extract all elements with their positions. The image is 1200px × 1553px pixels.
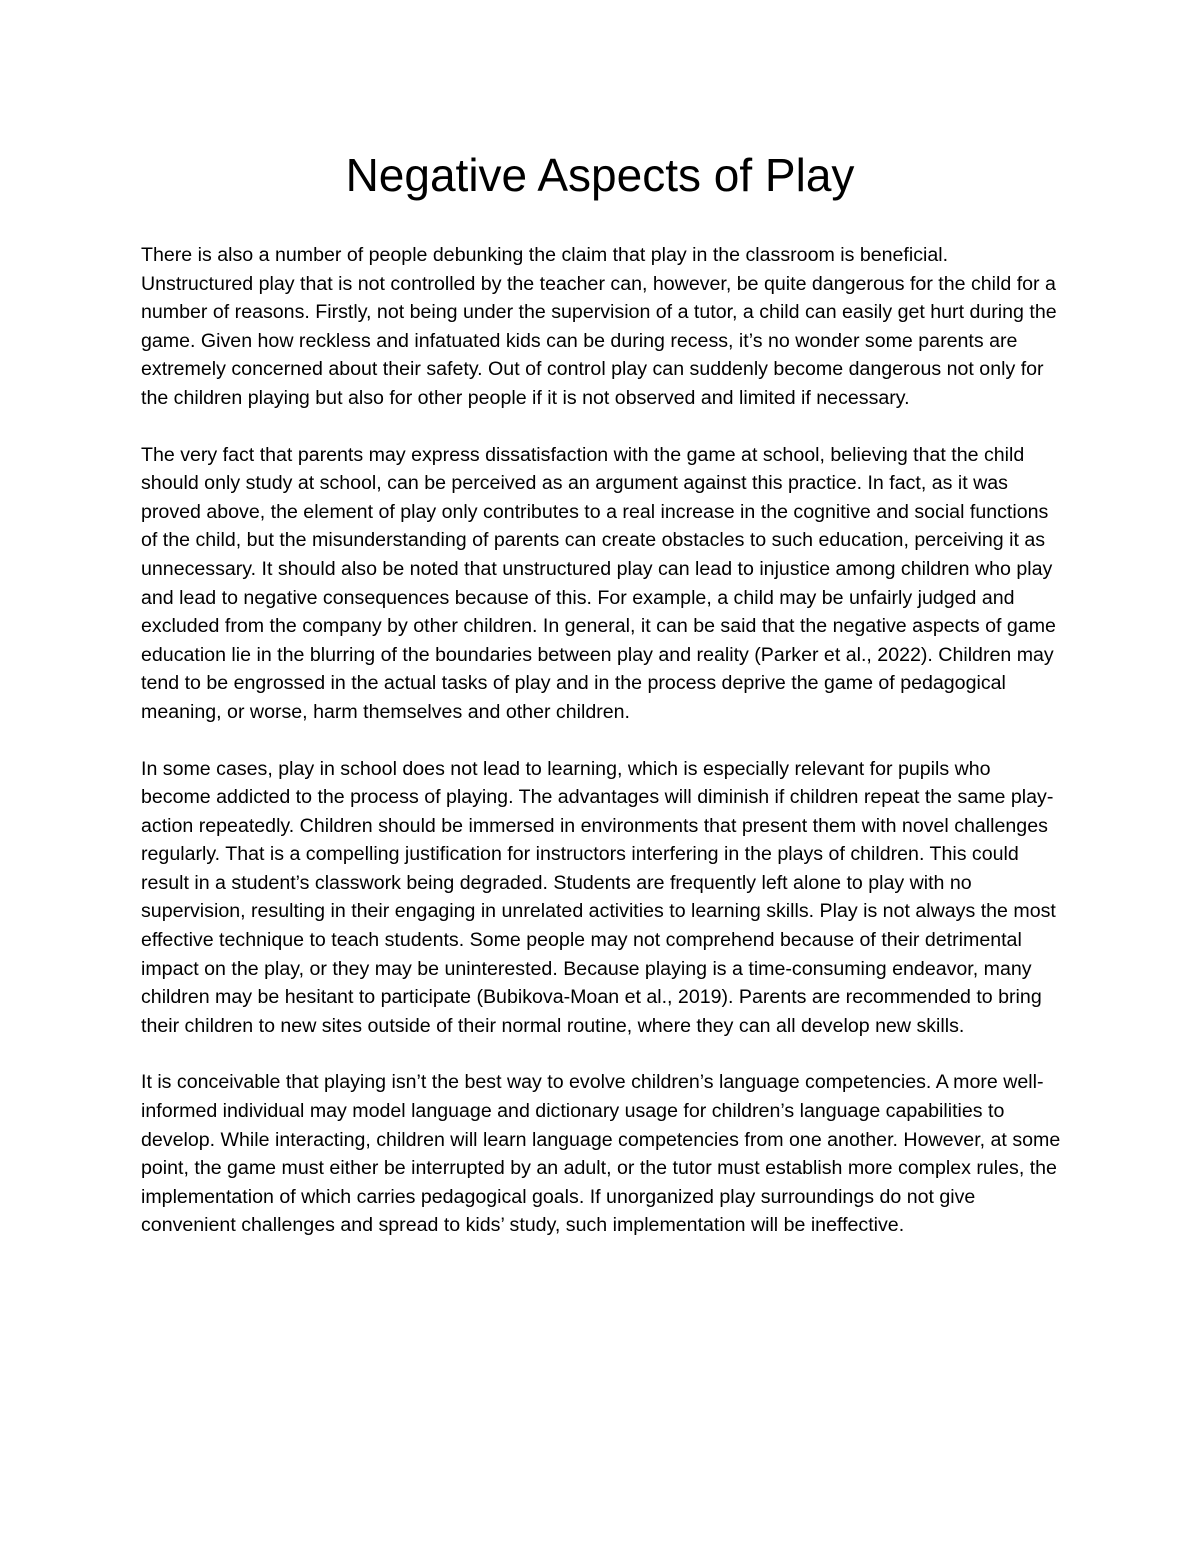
document-body: [141, 241, 1061, 1268]
paragraph-3: In some cases, play in school does not lead to learning, which is especially relevant for pupils who become addicted to the process of playing. The advantages will diminish if children repeat the same play-action repeatedly. Children should be immersed in environments that present them with novel challenges regularly. That is a compelling justification for instructors interfering in the plays of children. This could result in a student’s classwork being degraded. Students are frequently left alone to play with no supervision, resulting in their engaging in unrelated activities to learning skills. Play is not always the most effective technique to teach students. Some people may not comprehend because of their detrimental impact on the play, or they may be uninterested. Because playing is a time-consuming endeavor, many children may be hesitant to participate (Bubikova-Moan et al., 2019). Parents are recommended to bring their children to new sites outside of their normal routine, where they can all develop new skills.: [141, 757, 1056, 1037]
paragraph-4: It is conceivable that playing isn’t the best way to evolve children’s language competencies. A more well-informed individual may model language and dictionary usage for children’s language capabilities to develop. While interacting, children will learn language competencies from one another. However, at some point, the game must either be interrupted by an adult, or the tutor must establish more complex rules, the implementation of which carries pedagogical goals. If unorganized play surroundings do not give convenient challenges and spread to kids’ study, such implementation will be ineffective.: [141, 1071, 1061, 1237]
paragraph-1: There is also a number of people debunking the claim that play in the classroom is beneficial. Unstructured play that is not controlled by the teacher can, however, be quite dangerous for the child for a number of reasons. Firstly, not being under the supervision of a tutor, a child can easily get hurt during the game. Given how reckless and infatuated kids can be during recess, it’s no wonder some parents are extremely concerned about their safety. Out of control play can suddenly become dangerous not only for the children playing but also for other people if it is not observed and limited if necessary.: [141, 244, 1057, 409]
page-title: Negative Aspects of Play: [345, 149, 855, 201]
paragraph-2: The very fact that parents may express dissatisfaction with the game at school, believing that the child should only study at school, can be perceived as an argument against this practice. In fact, as it was proved above, the element of play only contributes to a real increase in the cognitive and social functions of the child, but the misunderstanding of parents can create obstacles to such education, perceiving it as unnecessary. It should also be noted that unstructured play can lead to injustice among children who play and lead to negative consequences because of this. For example, a child may be unfairly judged and excluded from the company by other children. In general, it can be said that the negative aspects of game education lie in the blurring of the boundaries between play and reality (Parker et al., 2022). Children may tend to be engrossed in the actual tasks of play and in the process deprive the game of pedagogical meaning, or worse, harm themselves and other children.: [141, 443, 1056, 723]
